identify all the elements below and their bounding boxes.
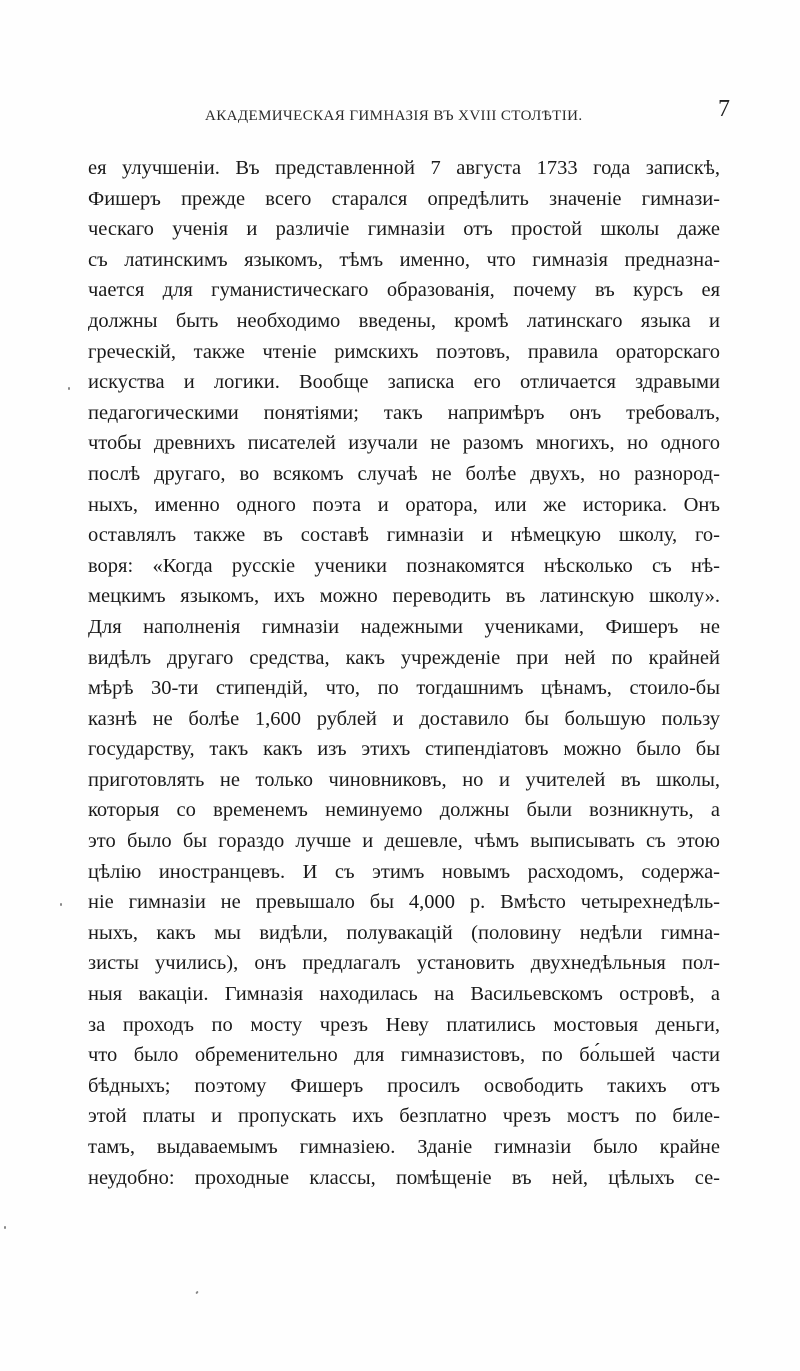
text-line: чается для гуманистическаго образованія, почему въ курсъ ея bbox=[88, 279, 720, 302]
text-line: ніе гимназіи не превышало бы 4,000 р. Вмѣсто четырехнедѣль- bbox=[88, 891, 720, 914]
text-line: государству, такъ какъ изъ этихъ стипендіатовъ можно было бы bbox=[88, 738, 720, 761]
text-line: видѣлъ другаго средства, какъ учрежденіе при ней по крайней bbox=[88, 646, 720, 669]
text-line: это было бы гораздо лучше и дешевле, чѣмъ выписывать съ этою bbox=[88, 830, 720, 853]
text-line: мецкимъ языкомъ, ихъ можно переводить въ латинскую школу». bbox=[88, 585, 720, 608]
text-line: съ латинскимъ языкомъ, тѣмъ именно, что гимназія предназна- bbox=[88, 248, 720, 271]
running-head: АКАДЕМИЧЕСКАЯ ГИМНАЗІЯ ВЪ XVIII СТОЛѢТІИ. bbox=[205, 108, 583, 124]
text-line: за проходъ по мосту чрезъ Неву платились мостовыя деньги, bbox=[88, 1013, 720, 1036]
text-line: воря: «Когда русскіе ученики познакомятся нѣсколько съ нѣ- bbox=[88, 554, 720, 577]
text-line: Для наполненія гимназіи надежными учениками, Фишеръ не bbox=[88, 615, 720, 638]
text-line: ныхъ, какъ мы видѣли, полувакацій (половину недѣли гимна- bbox=[88, 921, 720, 944]
text-line: бѣдныхъ; поэтому Фишеръ просилъ освободить такихъ отъ bbox=[88, 1074, 720, 1097]
text-line: ныхъ, именно одного поэта и оратора, или же историка. Онъ bbox=[88, 493, 720, 516]
text-line: чтобы древнихъ писателей изучали не разомъ многихъ, но одного bbox=[88, 432, 720, 455]
text-line: ея улучшеніи. Въ представленной 7 августа 1733 года запискѣ, bbox=[88, 157, 720, 179]
text-line: казнѣ не болѣе 1,600 рублей и доставило бы большую пользу bbox=[88, 707, 720, 730]
scan-speck bbox=[60, 903, 62, 906]
text-line: ческаго ученія и различіе гимназіи отъ простой школы даже bbox=[88, 218, 720, 241]
text-line: цѣлію иностранцевъ. И съ этимъ новымъ расходомъ, содержа- bbox=[88, 860, 720, 883]
page-number: 7 bbox=[718, 96, 730, 122]
text-line: оставлялъ также въ составѣ гимназіи и нѣмецкую школу, го- bbox=[88, 524, 720, 547]
text-line: приготовлять не только чиновниковъ, но и учителей въ школы, bbox=[88, 768, 720, 791]
text-line: неудобно: проходные классы, помѣщеніе въ ней, цѣлыхъ се- bbox=[88, 1166, 720, 1189]
body-text bbox=[88, 153, 720, 1193]
text-line: послѣ другаго, во всякомъ случаѣ не болѣе двухъ, но разнород- bbox=[88, 462, 720, 485]
text-line: тамъ, выдаваемымъ гимназіею. Зданіе гимназіи было крайне bbox=[88, 1136, 720, 1158]
scan-speck bbox=[4, 1226, 6, 1229]
text-line: искуства и логики. Вообще записка его отличается здравыми bbox=[88, 371, 720, 394]
text-line: что было обременительно для гимназистовъ, по бо́льшей части bbox=[88, 1044, 720, 1067]
scan-speck bbox=[68, 387, 70, 390]
text-line: педагогическими понятіями; такъ напримѣръ онъ требовалъ, bbox=[88, 401, 720, 424]
text-line: ныя вакаціи. Гимназія находилась на Васильевскомъ островѣ, а bbox=[88, 983, 720, 1006]
text-line: мѣрѣ 30-ти стипендій, что, по тогдашнимъ цѣнамъ, стоило-бы bbox=[88, 677, 720, 700]
text-line: зисты учились), онъ предлагалъ установить двухнедѣльныя пол- bbox=[88, 952, 720, 975]
scan-speck bbox=[195, 1291, 198, 1295]
text-line: Фишеръ прежде всего старался опредѣлить значеніе гимнази- bbox=[88, 187, 720, 210]
text-line: этой платы и пропускать ихъ безплатно чрезъ мостъ по биле- bbox=[88, 1105, 720, 1128]
text-line: которыя со временемъ неминуемо должны были возникнуть, а bbox=[88, 799, 720, 822]
text-line: греческій, также чтеніе римскихъ поэтовъ, правила ораторскаго bbox=[88, 340, 720, 363]
text-line: должны быть необходимо введены, кромѣ латинскаго языка и bbox=[88, 309, 720, 332]
